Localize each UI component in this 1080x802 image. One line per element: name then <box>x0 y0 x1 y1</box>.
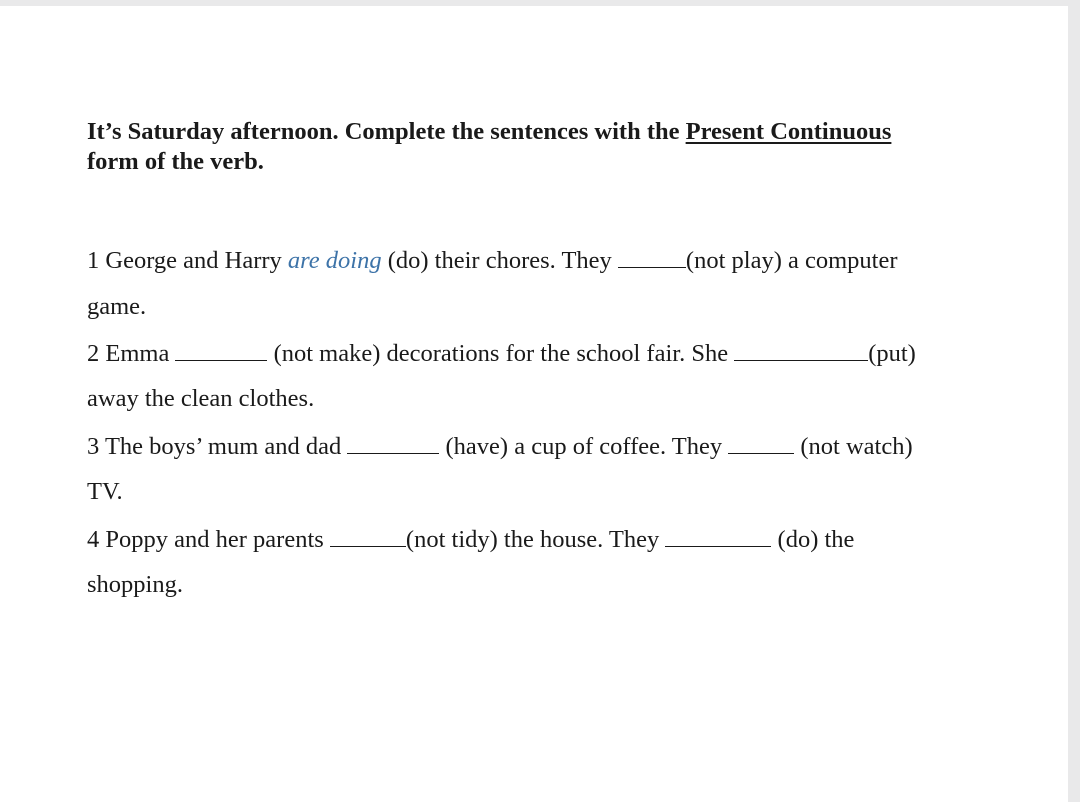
exercise-3-continuation: TV. <box>87 478 123 505</box>
answer-blank[interactable] <box>734 338 868 361</box>
exercise-4-continuation: shopping. <box>87 571 183 598</box>
exercise-text: George and Harry <box>105 247 288 274</box>
exercise-1-line <box>87 245 898 276</box>
instructions-text-2: form of the verb. <box>87 148 264 175</box>
exercise-text: The boys’ mum and dad <box>104 433 348 460</box>
instructions-text: It’s Saturday afternoon. Complete the sentences with the <box>87 118 686 145</box>
exercise-text: Emma <box>105 340 176 367</box>
worksheet-page <box>0 6 1068 802</box>
verb-hint: (put) <box>868 340 916 367</box>
verb-hint: (have) a cup of coffee. They <box>439 433 729 460</box>
exercise-text: Poppy and her parents <box>105 526 330 553</box>
answer-blank[interactable] <box>175 338 267 361</box>
answer-blank[interactable] <box>330 524 406 547</box>
verb-hint: (not watch) <box>794 433 913 460</box>
verb-hint: (not tidy) the house. They <box>405 526 666 553</box>
exercise-2-line <box>87 338 916 369</box>
verb-hint: (not play) a computer <box>685 247 898 274</box>
exercise-text: (do) their chores. They <box>381 247 618 274</box>
verb-hint: (not make) decorations for the school fair. She <box>267 340 735 367</box>
verb-hint: (do) the <box>771 526 855 553</box>
exercise-number: 3 <box>87 433 100 460</box>
exercise-3-line <box>87 431 913 462</box>
exercise-2-continuation: away the clean clothes. <box>87 385 315 412</box>
answer-blank[interactable] <box>665 524 771 547</box>
example-answer: are doing <box>287 247 382 274</box>
exercise-number: 1 <box>87 247 100 274</box>
answer-blank[interactable] <box>347 431 439 454</box>
exercise-number: 2 <box>87 340 100 367</box>
instructions <box>87 117 987 177</box>
exercise-number: 4 <box>87 526 100 553</box>
answer-blank[interactable] <box>618 245 686 268</box>
exercise-1-continuation: game. <box>87 293 147 320</box>
instructions-emphasis: Present Continuous <box>685 118 892 145</box>
answer-blank[interactable] <box>728 431 794 454</box>
exercise-4-line <box>87 524 854 555</box>
